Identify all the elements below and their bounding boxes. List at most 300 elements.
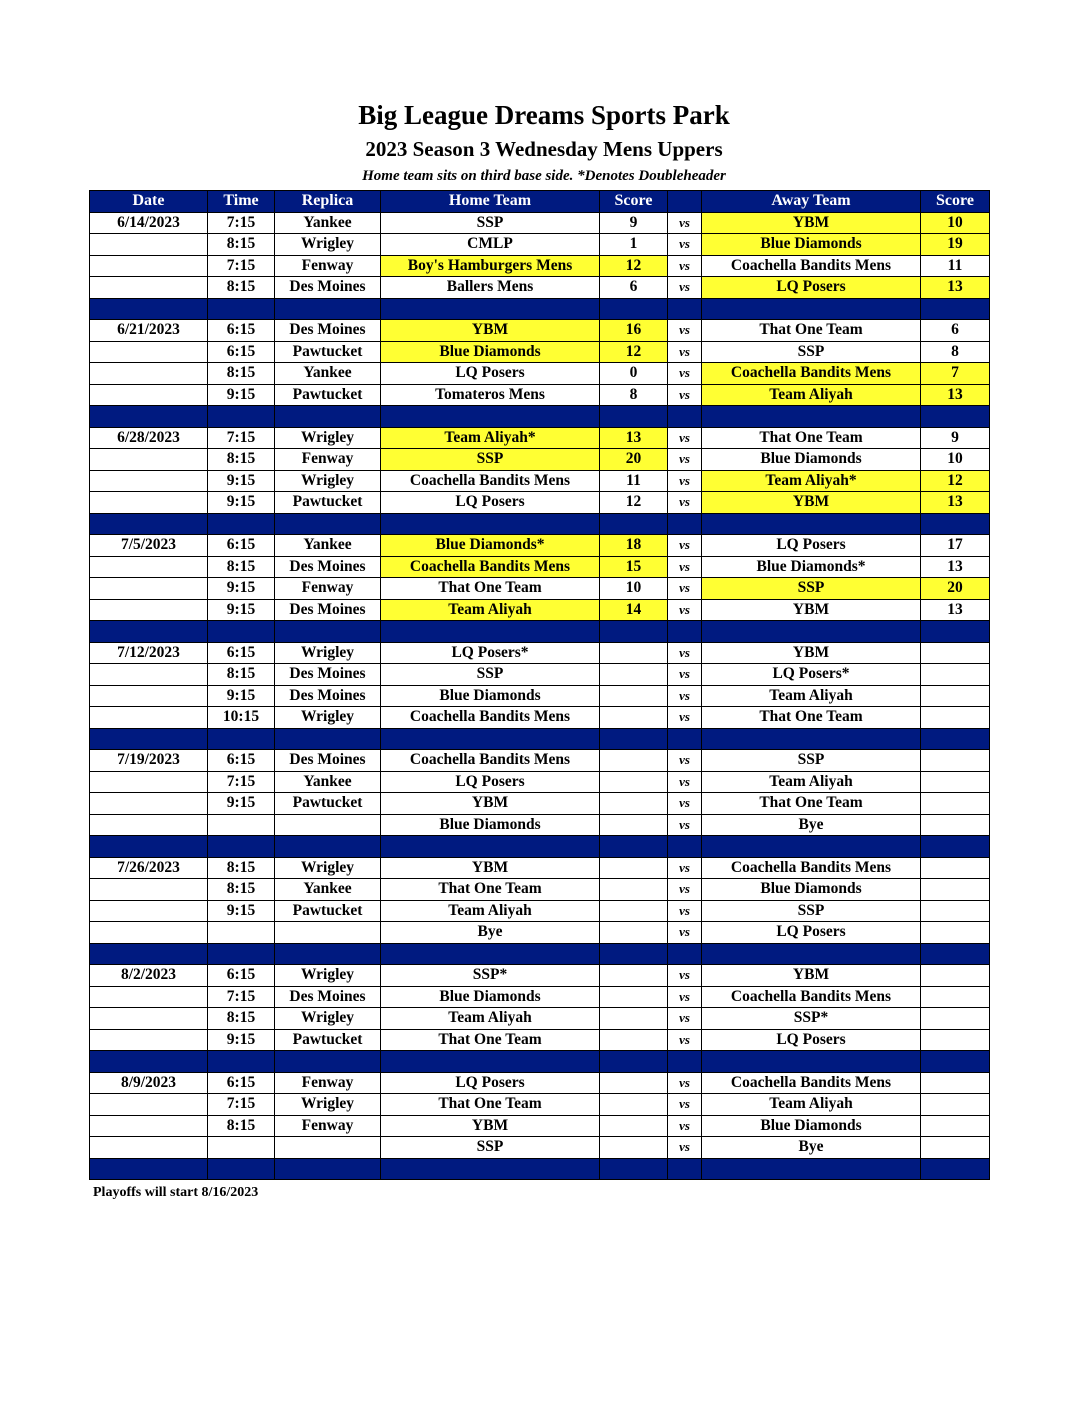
vs-label: vs: [668, 212, 702, 234]
game-time: 7:15: [208, 255, 275, 277]
separator-cell: [921, 1158, 990, 1180]
vs-label: vs: [668, 707, 702, 729]
game-date: 7/5/2023: [90, 535, 208, 557]
home-team: Boy's Hamburgers Mens: [381, 255, 600, 277]
away-team: Bye: [702, 814, 921, 836]
header-vs: [668, 191, 702, 213]
game-replica: Yankee: [275, 535, 381, 557]
away-score: [921, 642, 990, 664]
away-score: [921, 1072, 990, 1094]
home-team: YBM: [381, 857, 600, 879]
separator-cell: [921, 621, 990, 643]
table-row: [90, 363, 990, 385]
away-score: [921, 965, 990, 987]
table-row: [90, 750, 990, 772]
home-score: [600, 664, 668, 686]
separator-cell: [702, 836, 921, 858]
table-row: [90, 599, 990, 621]
vs-label: vs: [668, 363, 702, 385]
vs-label: vs: [668, 965, 702, 987]
vs-label: vs: [668, 449, 702, 471]
game-time: 7:15: [208, 771, 275, 793]
vs-label: vs: [668, 664, 702, 686]
separator-cell: [702, 1158, 921, 1180]
away-score: [921, 1008, 990, 1030]
game-replica: Fenway: [275, 578, 381, 600]
game-date: [90, 578, 208, 600]
game-time: 8:15: [208, 234, 275, 256]
away-score: [921, 664, 990, 686]
home-team: Team Aliyah*: [381, 427, 600, 449]
away-score: 13: [921, 492, 990, 514]
away-team: Team Aliyah: [702, 384, 921, 406]
home-team: CMLP: [381, 234, 600, 256]
home-score: [600, 642, 668, 664]
game-replica: Des Moines: [275, 664, 381, 686]
home-score: 0: [600, 363, 668, 385]
week-separator: [90, 621, 990, 643]
vs-label: vs: [668, 900, 702, 922]
vs-label: vs: [668, 793, 702, 815]
away-team: YBM: [702, 212, 921, 234]
away-team: Coachella Bandits Mens: [702, 255, 921, 277]
away-team: Coachella Bandits Mens: [702, 986, 921, 1008]
home-score: [600, 1029, 668, 1051]
separator-cell: [381, 406, 600, 428]
game-time: 8:15: [208, 1115, 275, 1137]
separator-cell: [600, 406, 668, 428]
table-row: [90, 255, 990, 277]
table-row: [90, 857, 990, 879]
vs-label: vs: [668, 986, 702, 1008]
game-time: 7:15: [208, 212, 275, 234]
separator-cell: [275, 836, 381, 858]
separator-cell: [275, 406, 381, 428]
game-time: [208, 922, 275, 944]
separator-cell: [668, 513, 702, 535]
home-team: LQ Posers: [381, 363, 600, 385]
game-date: 7/12/2023: [90, 642, 208, 664]
separator-cell: [668, 943, 702, 965]
table-row: [90, 986, 990, 1008]
table-row: [90, 879, 990, 901]
page-title: Big League Dreams Sports Park: [358, 100, 730, 130]
vs-label: vs: [668, 685, 702, 707]
game-date: [90, 556, 208, 578]
away-team: That One Team: [702, 793, 921, 815]
game-time: 9:15: [208, 793, 275, 815]
home-team: LQ Posers: [381, 492, 600, 514]
home-score: 15: [600, 556, 668, 578]
home-team: Team Aliyah: [381, 900, 600, 922]
separator-cell: [702, 621, 921, 643]
playoffs-note: Playoffs will start 8/16/2023: [93, 1185, 259, 1200]
away-score: [921, 1029, 990, 1051]
separator-cell: [90, 298, 208, 320]
away-score: 20: [921, 578, 990, 600]
separator-cell: [600, 298, 668, 320]
game-replica: Wrigley: [275, 707, 381, 729]
table-row: [90, 212, 990, 234]
vs-label: vs: [668, 814, 702, 836]
table-row: [90, 814, 990, 836]
separator-cell: [208, 513, 275, 535]
week-separator: [90, 728, 990, 750]
separator-cell: [600, 621, 668, 643]
home-score: [600, 1115, 668, 1137]
home-score: [600, 1094, 668, 1116]
game-date: [90, 492, 208, 514]
header-home-score: Score: [600, 191, 668, 213]
game-date: 7/26/2023: [90, 857, 208, 879]
game-date: 6/21/2023: [90, 320, 208, 342]
home-team: Blue Diamonds: [381, 986, 600, 1008]
game-replica: [275, 1137, 381, 1159]
away-score: [921, 707, 990, 729]
separator-cell: [921, 836, 990, 858]
away-team: LQ Posers*: [702, 664, 921, 686]
separator-cell: [90, 1051, 208, 1073]
away-score: [921, 922, 990, 944]
game-date: [90, 255, 208, 277]
game-date: [90, 384, 208, 406]
away-team: LQ Posers: [702, 277, 921, 299]
vs-label: vs: [668, 234, 702, 256]
game-replica: Des Moines: [275, 599, 381, 621]
separator-cell: [208, 406, 275, 428]
game-time: 6:15: [208, 320, 275, 342]
home-score: 13: [600, 427, 668, 449]
away-team: LQ Posers: [702, 1029, 921, 1051]
away-team: YBM: [702, 492, 921, 514]
table-row: [90, 578, 990, 600]
separator-cell: [275, 1158, 381, 1180]
home-team: Ballers Mens: [381, 277, 600, 299]
separator-cell: [668, 1158, 702, 1180]
game-replica: Des Moines: [275, 277, 381, 299]
separator-cell: [90, 1158, 208, 1180]
game-date: 8/2/2023: [90, 965, 208, 987]
away-team: Team Aliyah: [702, 771, 921, 793]
home-team: Blue Diamonds*: [381, 535, 600, 557]
game-date: [90, 814, 208, 836]
game-replica: Wrigley: [275, 234, 381, 256]
home-team: Tomateros Mens: [381, 384, 600, 406]
game-time: 9:15: [208, 1029, 275, 1051]
game-time: 8:15: [208, 1008, 275, 1030]
game-replica: Wrigley: [275, 857, 381, 879]
home-team: Coachella Bandits Mens: [381, 750, 600, 772]
game-replica: Wrigley: [275, 427, 381, 449]
separator-cell: [702, 728, 921, 750]
separator-cell: [208, 621, 275, 643]
away-team: LQ Posers: [702, 922, 921, 944]
home-team: Bye: [381, 922, 600, 944]
home-score: [600, 1008, 668, 1030]
away-team: Bye: [702, 1137, 921, 1159]
table-row: [90, 234, 990, 256]
away-score: 9: [921, 427, 990, 449]
home-score: 1: [600, 234, 668, 256]
home-team: SSP: [381, 212, 600, 234]
table-row: [90, 427, 990, 449]
away-team: LQ Posers: [702, 535, 921, 557]
separator-cell: [208, 728, 275, 750]
home-team: Team Aliyah: [381, 599, 600, 621]
home-team: Coachella Bandits Mens: [381, 707, 600, 729]
vs-label: vs: [668, 341, 702, 363]
separator-cell: [208, 836, 275, 858]
separator-cell: [90, 728, 208, 750]
table-row: [90, 320, 990, 342]
game-date: [90, 1008, 208, 1030]
home-team: SSP: [381, 664, 600, 686]
vs-label: vs: [668, 277, 702, 299]
home-score: [600, 922, 668, 944]
home-score: 18: [600, 535, 668, 557]
table-row: [90, 642, 990, 664]
separator-cell: [668, 406, 702, 428]
table-row: [90, 965, 990, 987]
away-team: Blue Diamonds: [702, 1115, 921, 1137]
game-replica: [275, 922, 381, 944]
header-away-team: Away Team: [702, 191, 921, 213]
home-score: [600, 1137, 668, 1159]
game-replica: Yankee: [275, 879, 381, 901]
game-time: 6:15: [208, 750, 275, 772]
table-row: [90, 341, 990, 363]
game-time: 7:15: [208, 1094, 275, 1116]
week-separator: [90, 836, 990, 858]
away-team: YBM: [702, 965, 921, 987]
table-row: [90, 707, 990, 729]
away-score: [921, 1115, 990, 1137]
separator-cell: [702, 406, 921, 428]
away-score: [921, 750, 990, 772]
away-score: [921, 1137, 990, 1159]
home-score: 16: [600, 320, 668, 342]
home-score: [600, 707, 668, 729]
game-time: 8:15: [208, 277, 275, 299]
away-team: Coachella Bandits Mens: [702, 363, 921, 385]
separator-cell: [702, 1051, 921, 1073]
vs-label: vs: [668, 578, 702, 600]
separator-cell: [381, 1158, 600, 1180]
game-replica: Des Moines: [275, 750, 381, 772]
game-replica: Pawtucket: [275, 492, 381, 514]
vs-label: vs: [668, 750, 702, 772]
separator-cell: [921, 943, 990, 965]
game-time: 8:15: [208, 449, 275, 471]
home-score: [600, 900, 668, 922]
game-time: 6:15: [208, 1072, 275, 1094]
separator-cell: [600, 1158, 668, 1180]
separator-cell: [381, 513, 600, 535]
home-team: Blue Diamonds: [381, 341, 600, 363]
separator-cell: [275, 621, 381, 643]
game-date: [90, 900, 208, 922]
home-score: [600, 685, 668, 707]
home-score: 12: [600, 255, 668, 277]
game-date: [90, 1094, 208, 1116]
table-row: [90, 492, 990, 514]
vs-label: vs: [668, 1094, 702, 1116]
game-date: 6/14/2023: [90, 212, 208, 234]
vs-label: vs: [668, 1008, 702, 1030]
separator-cell: [208, 943, 275, 965]
home-score: [600, 771, 668, 793]
home-team: That One Team: [381, 578, 600, 600]
table-row: [90, 664, 990, 686]
separator-cell: [381, 728, 600, 750]
vs-label: vs: [668, 922, 702, 944]
separator-cell: [702, 513, 921, 535]
home-team: YBM: [381, 320, 600, 342]
home-team: Coachella Bandits Mens: [381, 470, 600, 492]
vs-label: vs: [668, 427, 702, 449]
vs-label: vs: [668, 535, 702, 557]
separator-cell: [90, 406, 208, 428]
separator-cell: [381, 1051, 600, 1073]
header-row: [90, 191, 990, 213]
home-team: Blue Diamonds: [381, 685, 600, 707]
game-date: [90, 707, 208, 729]
away-team: Team Aliyah*: [702, 470, 921, 492]
separator-cell: [275, 728, 381, 750]
separator-cell: [600, 513, 668, 535]
game-date: 7/19/2023: [90, 750, 208, 772]
home-score: [600, 750, 668, 772]
away-score: [921, 814, 990, 836]
vs-label: vs: [668, 857, 702, 879]
away-team: That One Team: [702, 427, 921, 449]
vs-label: vs: [668, 599, 702, 621]
home-score: [600, 986, 668, 1008]
vs-label: vs: [668, 320, 702, 342]
away-score: [921, 986, 990, 1008]
game-date: [90, 277, 208, 299]
game-replica: Des Moines: [275, 556, 381, 578]
header-replica: Replica: [275, 191, 381, 213]
game-date: [90, 1137, 208, 1159]
separator-cell: [600, 836, 668, 858]
away-team: That One Team: [702, 707, 921, 729]
separator-cell: [208, 1051, 275, 1073]
game-time: 8:15: [208, 879, 275, 901]
table-row: [90, 900, 990, 922]
away-team: Coachella Bandits Mens: [702, 857, 921, 879]
home-score: 6: [600, 277, 668, 299]
header-away-score: Score: [921, 191, 990, 213]
separator-cell: [668, 836, 702, 858]
away-team: Blue Diamonds: [702, 449, 921, 471]
page-subtitle: 2023 Season 3 Wednesday Mens Uppers: [365, 137, 723, 161]
separator-cell: [921, 406, 990, 428]
home-team: Team Aliyah: [381, 1008, 600, 1030]
header-time: Time: [208, 191, 275, 213]
away-team: YBM: [702, 599, 921, 621]
game-date: [90, 449, 208, 471]
game-time: 9:15: [208, 470, 275, 492]
home-score: [600, 965, 668, 987]
game-replica: Fenway: [275, 1115, 381, 1137]
game-replica: Fenway: [275, 255, 381, 277]
game-date: [90, 363, 208, 385]
home-team: LQ Posers*: [381, 642, 600, 664]
separator-cell: [702, 943, 921, 965]
home-score: 20: [600, 449, 668, 471]
away-score: 7: [921, 363, 990, 385]
game-replica: Wrigley: [275, 642, 381, 664]
home-team: LQ Posers: [381, 771, 600, 793]
game-replica: [275, 814, 381, 836]
away-score: 19: [921, 234, 990, 256]
game-date: [90, 341, 208, 363]
home-team: Blue Diamonds: [381, 814, 600, 836]
away-team: SSP: [702, 341, 921, 363]
separator-cell: [208, 298, 275, 320]
home-team: SSP: [381, 449, 600, 471]
away-team: Blue Diamonds*: [702, 556, 921, 578]
table-row: [90, 1029, 990, 1051]
vs-label: vs: [668, 771, 702, 793]
game-replica: Wrigley: [275, 965, 381, 987]
separator-cell: [275, 1051, 381, 1073]
separator-cell: [208, 1158, 275, 1180]
separator-cell: [381, 943, 600, 965]
home-team: SSP*: [381, 965, 600, 987]
table-row: [90, 277, 990, 299]
game-time: [208, 814, 275, 836]
game-time: 6:15: [208, 642, 275, 664]
game-date: [90, 470, 208, 492]
game-date: [90, 599, 208, 621]
away-score: 10: [921, 449, 990, 471]
away-team: SSP: [702, 900, 921, 922]
separator-cell: [90, 836, 208, 858]
game-time: 9:15: [208, 492, 275, 514]
away-team: YBM: [702, 642, 921, 664]
game-time: 8:15: [208, 664, 275, 686]
game-date: [90, 1115, 208, 1137]
game-time: 6:15: [208, 965, 275, 987]
schedule-note: Home team sits on third base side. *Denotes Doubleheader: [362, 168, 726, 184]
game-replica: Pawtucket: [275, 900, 381, 922]
away-score: [921, 685, 990, 707]
game-date: 8/9/2023: [90, 1072, 208, 1094]
away-score: 8: [921, 341, 990, 363]
table-row: [90, 793, 990, 815]
table-row: [90, 771, 990, 793]
home-team: That One Team: [381, 1029, 600, 1051]
home-score: 12: [600, 341, 668, 363]
game-time: 8:15: [208, 857, 275, 879]
home-score: [600, 879, 668, 901]
home-score: 12: [600, 492, 668, 514]
away-team: Coachella Bandits Mens: [702, 1072, 921, 1094]
separator-cell: [275, 943, 381, 965]
vs-label: vs: [668, 1072, 702, 1094]
vs-label: vs: [668, 470, 702, 492]
game-time: 7:15: [208, 427, 275, 449]
home-score: 11: [600, 470, 668, 492]
week-separator: [90, 943, 990, 965]
separator-cell: [600, 1051, 668, 1073]
away-team: SSP: [702, 578, 921, 600]
away-score: 12: [921, 470, 990, 492]
separator-cell: [275, 298, 381, 320]
game-time: 8:15: [208, 363, 275, 385]
